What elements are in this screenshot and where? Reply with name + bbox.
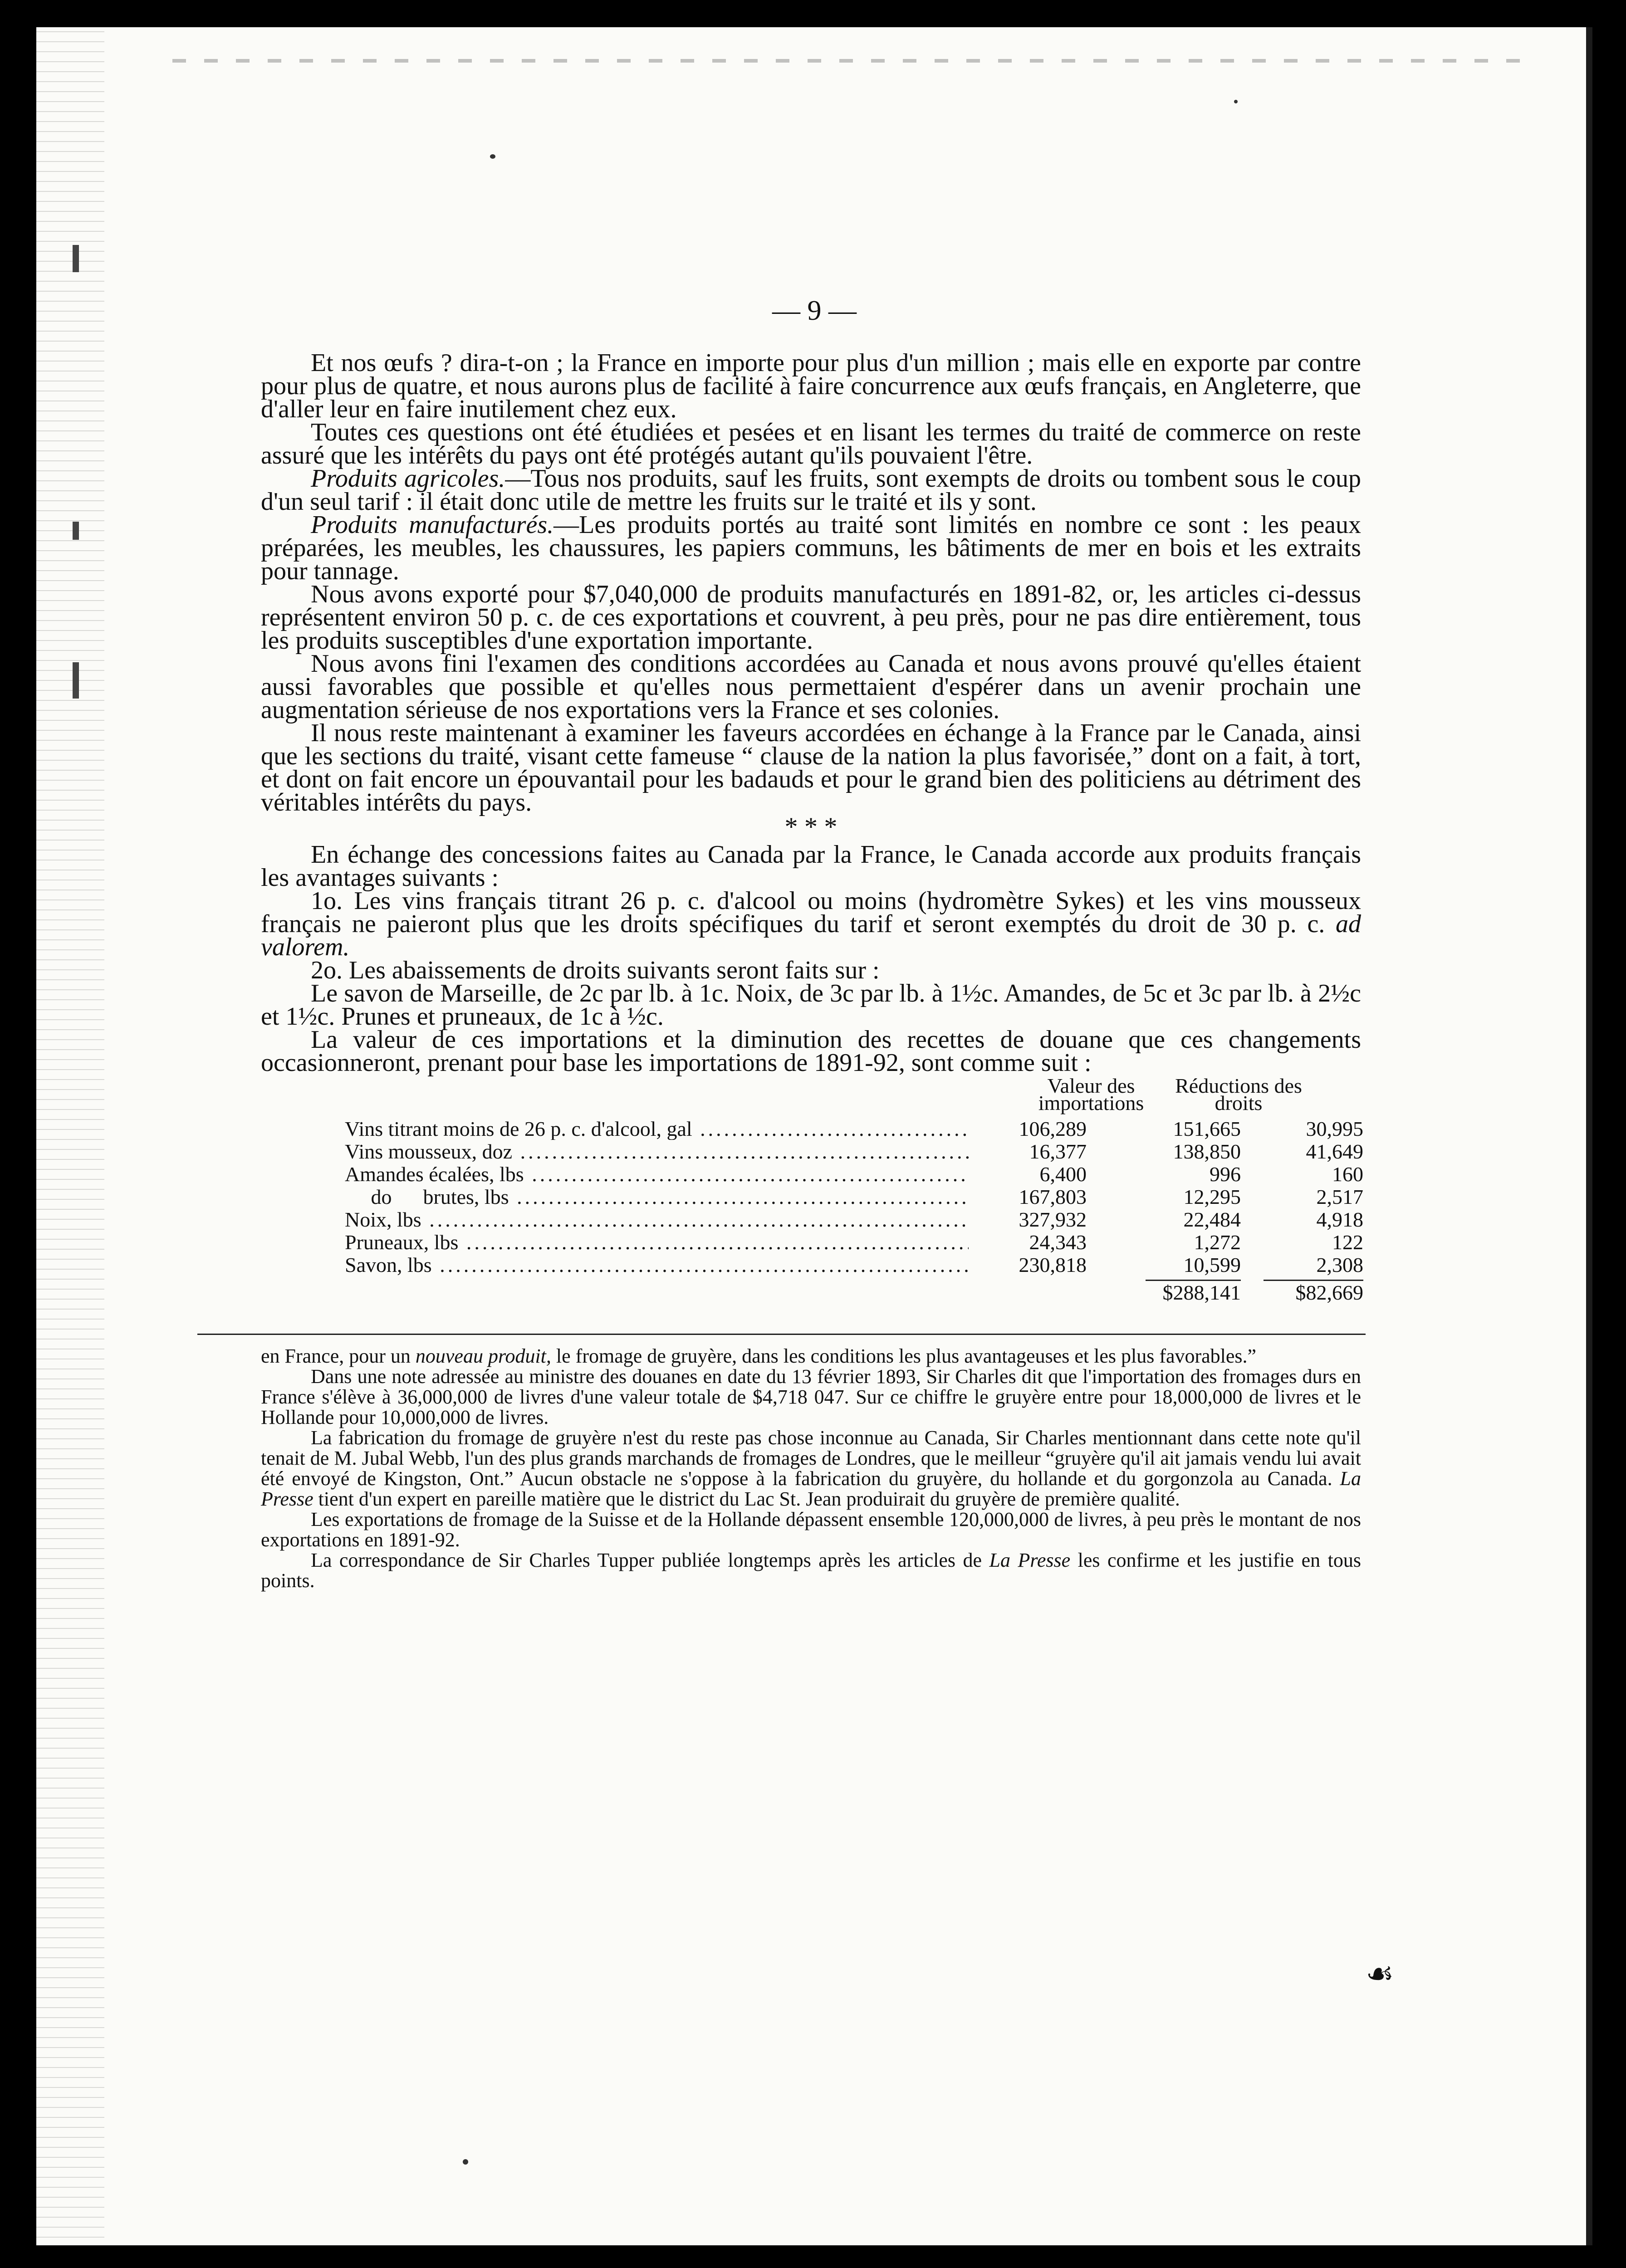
cell-reduction: 30,995 [1306,1117,1363,1140]
section-lead: Produits manufacturés. [311,511,554,539]
cell-value: 22,484 [1183,1208,1241,1231]
paragraph: En échange des concessions faites au Canada par la France, le Canada accorde aux produits français les avantages suivants : [261,841,1361,892]
cell-quantity: 106,289 [969,1118,1087,1140]
note-paragraph: en France, pour un nouveau produit, le fromage de gruyère, dans les conditions les plus avantageuses et les plus favorables.” [261,1345,1257,1367]
cell-value: 12,295 [1183,1185,1241,1208]
cell-value: 10,599 [1183,1253,1241,1276]
table-row [261,1254,1361,1276]
cell-value: 151,665 [1173,1117,1241,1140]
cell-value: 1,272 [1194,1231,1241,1254]
paragraph: 1o. Les vins français titrant 26 p. c. d'alcool ou moins (hydromètre Sykes) et les vins mousseux français ne paieront plus que les droits spécifiques du tarif et seront exemptés du droit de 30 p. c. ad valorem. [261,887,1361,961]
import-table [261,1074,1363,1315]
page-edge [1586,27,1592,2245]
cell-reduction: 2,308 [1316,1253,1363,1276]
column-header-value: Valeur des importations [1038,1074,1144,1114]
column-header-reduction: Réductions des droits [1175,1074,1302,1114]
footnote-divider [197,1334,1366,1335]
ink-speck [463,2159,468,2165]
cell-quantity: 24,343 [969,1232,1087,1253]
binding-mark [73,662,79,699]
bleed-through-mark [172,59,1533,63]
footnote-text [261,1346,1361,1591]
note-paragraph: La correspondance de Sir Charles Tupper publiée longtemps après les articles de La Presse les confirme et les justifie en tous points. [261,1549,1362,1592]
row-label: Amandes écalées, lbs ..... [345,1163,998,1185]
table-row [261,1186,1361,1208]
row-label: Pruneaux, lbs ..... [345,1232,998,1253]
cell-value: 996 [1210,1163,1241,1186]
main-text [261,349,1361,1077]
row-label: Noix, lbs ..... [345,1209,998,1231]
paragraph: Et nos œufs ? dira-t-on ; la France en importe pour plus d'un million ; mais elle en exporte par contre pour plus de quatre, et nous aurons plus de facilité à faire concurrence aux œufs français, en Angleterre, que d'aller leur en faire inutilement chez eux. [261,349,1361,423]
note-paragraph: Dans une note adressée au ministre des douanes en date du 13 février 1893, Sir Charles dit que l'importation des fromages durs en France s'élève à 36,000,000 de livres d'une valeur totale de $4,718 047. Sur ce chiffre le gruyère entre pour 18,000,000 de livres et le Hollande pour 10,000,000 de livres. [261,1365,1361,1428]
table-totals [261,1281,1361,1304]
total-value: $288,141 [1162,1281,1241,1304]
cell-reduction: 4,918 [1316,1208,1363,1231]
binding-mark [73,245,79,272]
binding-mark [73,522,79,540]
paragraph: La valeur de ces importations et la diminution des recettes de douane que ces changements occasionneront, prenant pour base les importations de 1891-92, sont comme suit : [261,1026,1361,1077]
table-row [261,1232,1361,1253]
cell-quantity: 16,377 [969,1141,1087,1163]
section-separator: * * * [784,812,837,841]
total-reduction: $82,669 [1295,1281,1363,1304]
ornament-icon: ☙ [1366,1957,1394,1992]
note-paragraph: La fabrication du fromage de gruyère n'est du reste pas chose inconnue au Canada, Sir Charles mentionnant dans cette note qu'il tenait de M. Jubal Webb, l'un des plus grands marchands de fromages de Londres, que le meilleur “gruyère qu'il ait jamais vendu lui avait été envoyé de Kingston, Ont.” Aucun obstacle ne s'oppose à la fabrication du gruyère, du hollande et du gorgonzola au Canada. La Presse tient d'un expert en pareille matière que le district du Lac St. Jean produirait du gruyère de première qualité. [261,1427,1362,1510]
table-row [261,1141,1361,1163]
note-paragraph: Les exportations de fromage de la Suisse et de la Hollande dépassent ensemble 120,000,000 de livres, à peu près le montant de nos exportations en 1891-92. [261,1508,1361,1551]
cell-quantity: 230,818 [969,1254,1087,1276]
paragraph: Le savon de Marseille, de 2c par lb. à 1c. Noix, de 3c par lb. à 1½c. Amandes, de 5c et 3c par lb. à 2½c et 1½c. Prunes et pruneaux, de 1c à ½c. [261,979,1361,1031]
row-label: Vins mousseux, doz ..... [345,1141,998,1163]
cell-reduction: 41,649 [1306,1140,1363,1163]
paragraph: Toutes ces questions ont été étudiées et pesées et en lisant les termes du traité de commerce on reste assuré que les intérêts du pays ont été protégés autant qu'ils pouvaient l'être. [261,418,1361,469]
row-label: do brutes, lbs ..... [345,1186,998,1208]
table-row [261,1209,1361,1231]
table-row [261,1163,1361,1185]
document-page [36,27,1592,2245]
cell-quantity: 167,803 [969,1186,1087,1208]
table-row [261,1118,1361,1140]
ink-speck [490,154,495,159]
cell-value: 138,850 [1173,1140,1241,1163]
row-label: Vins titrant moins de 26 p. c. d'alcool, gal ..... [345,1118,998,1140]
page-content [261,349,1363,1592]
paragraph: Produits manufacturés.—Les produits portés au traité sont limités en nombre ce sont : les peaux préparées, les meubles, les chaussures, les papiers communs, les bâtiments de mer en bois et les extraits pour tannage. [261,511,1361,585]
cell-reduction: 122 [1332,1231,1363,1254]
paragraph: Il nous reste maintenant à examiner les faveurs accordées en échange à la France par le Canada, ainsi que les sections du traité, visant cette fameuse “ clause de la nation la plus favorisée,” dont on a fait, à tort, et dont on fait encore un épouvantail pour les badauds et pour le grand bien des politiciens au détriment des véritables intérêts du pays. [261,719,1361,816]
paragraph: 2o. Les abaissements de droits suivants seront faits sur : [311,956,880,984]
page-number: — 9 — [772,295,857,326]
cell-reduction: 160 [1332,1163,1363,1186]
row-label: Savon, lbs ..... [345,1254,998,1276]
cell-quantity: 327,932 [969,1209,1087,1231]
ink-speck [1234,100,1238,103]
paragraph: Nous avons exporté pour $7,040,000 de produits manufacturés en 1891-82, or, les articles ci-dessus représentent environ 50 p. c. de ces exportations et couvrent, à peu près, pour ne pas dire entièrement, tous les produits susceptibles d'une exportation importante. [261,580,1361,655]
cell-reduction: 2,517 [1316,1185,1363,1208]
paragraph: Produits agricoles.—Tous nos produits, sauf les fruits, sont exempts de droits ou tombent sous le coup d'un seul tarif : il était donc utile de mettre les fruits sur le traité et ils y sont. [261,464,1361,516]
paragraph: Nous avons fini l'examen des conditions accordées au Canada et nous avons prouvé qu'elles étaient aussi favorables que possible et qu'elles nous permettaient d'espérer dans un avenir prochain une augmentation sérieuse de nos exportations vers la France et ses colonies. [261,650,1361,724]
section-lead: Produits agricoles. [311,464,505,493]
cell-quantity: 6,400 [969,1163,1087,1185]
binding-edge [36,27,104,2245]
table-header [261,1074,1361,1114]
